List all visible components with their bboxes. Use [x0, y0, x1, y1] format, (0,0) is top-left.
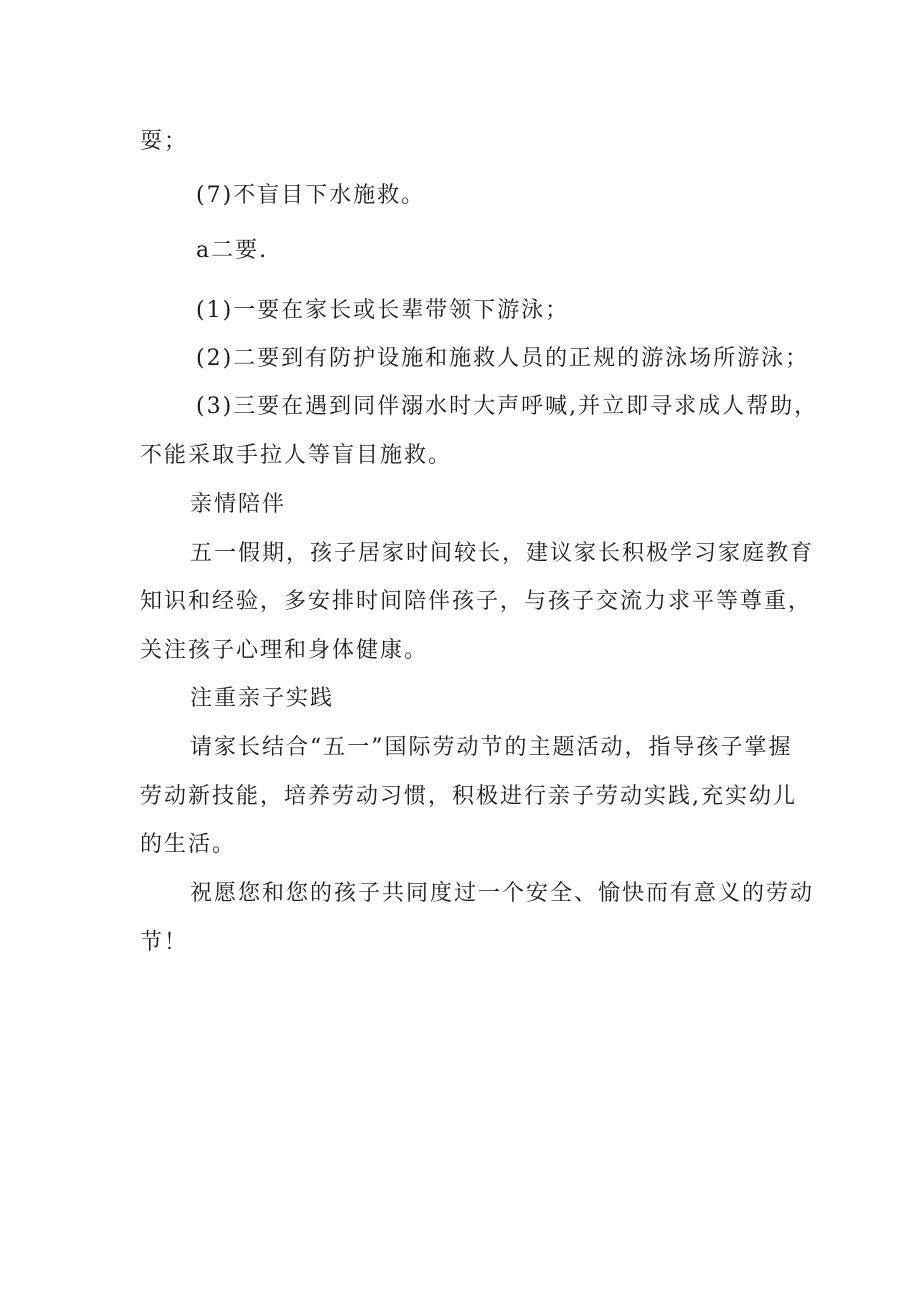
text-line: 耍； — [140, 129, 189, 154]
section-heading: 注重亲子实践 — [190, 686, 335, 711]
text-line: a二要. — [196, 238, 269, 263]
text-line: 知识和经验，多安排时间陪伴孩子，与孩子交流力求平等尊重， — [140, 589, 813, 614]
text-line: 关注孩子心理和身体健康。 — [140, 638, 429, 663]
text-line: 的生活。 — [140, 832, 237, 857]
text-line: (1)一要在家长或长辈带领下游泳； — [196, 298, 570, 323]
text-line: 不能采取手拉人等盲目施救。 — [140, 443, 453, 468]
text-line: 祝愿您和您的孩子共同度过一个安全、愉快而有意义的劳动 — [190, 881, 815, 906]
text-line: 五一假期，孩子居家时间较长，建议家长积极学习家庭教育 — [190, 541, 815, 566]
section-heading: 亲情陪伴 — [190, 492, 287, 517]
text-line: (2)二要到有防护设施和施救人员的正规的游泳场所游泳； — [196, 346, 810, 371]
text-line: 请家长结合“五一”国际劳动节的主题活动，指导孩子掌握 — [190, 735, 793, 760]
text-line: 劳动新技能，培养劳动习惯，积极进行亲子劳动实践,充实幼儿 — [140, 784, 797, 809]
text-line: (7)不盲目下水施救。 — [196, 183, 426, 208]
text-line: (3)三要在遇到同伴溺水时大声呼喊,并立即寻求成人帮助， — [196, 394, 819, 419]
text-line: 节！ — [140, 930, 189, 955]
